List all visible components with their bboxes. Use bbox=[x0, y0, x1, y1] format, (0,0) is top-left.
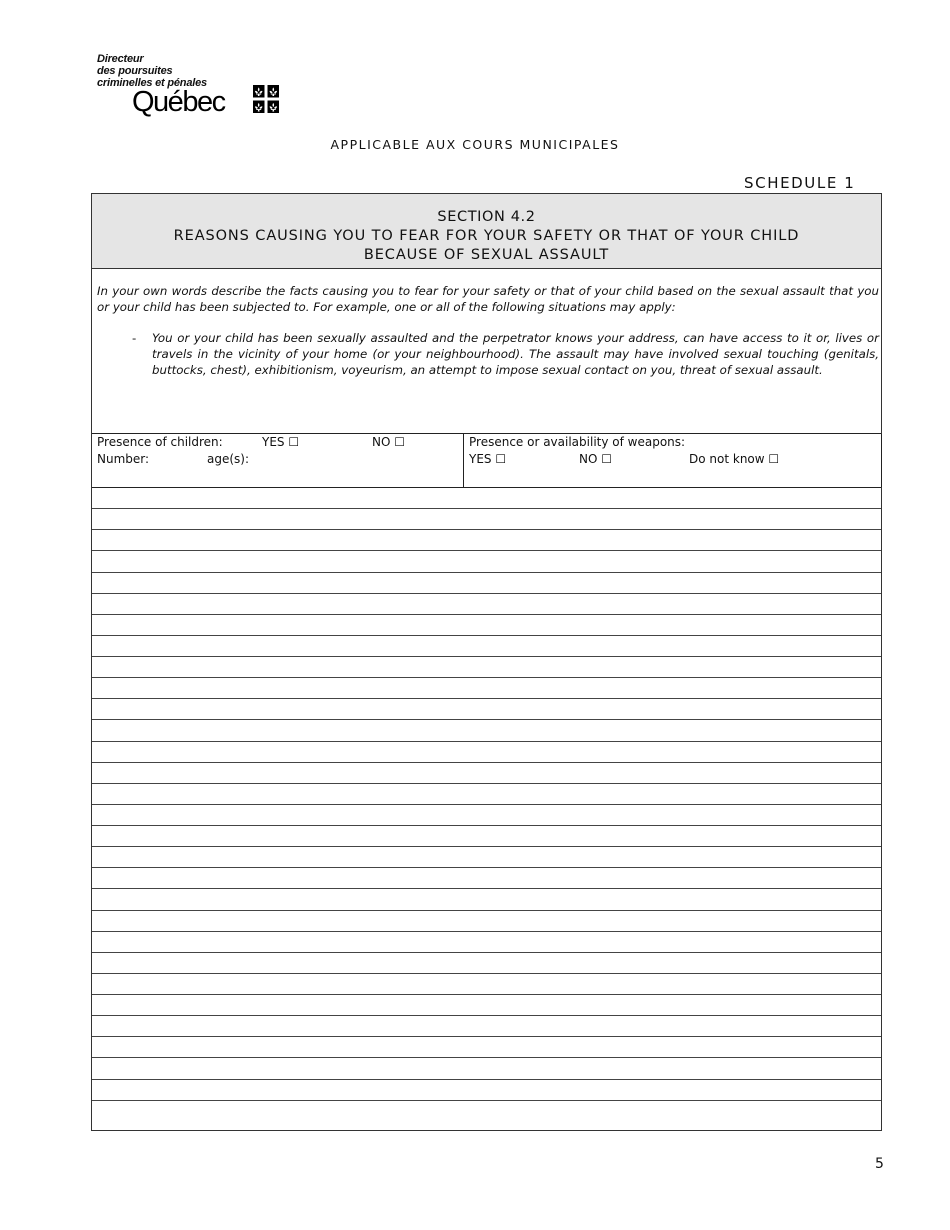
children-label: Presence of children: bbox=[97, 435, 223, 449]
answer-line[interactable] bbox=[92, 678, 881, 699]
section-title: SECTION 4.2 bbox=[437, 209, 536, 225]
schedule-label: SCHEDULE 1 bbox=[744, 174, 856, 192]
answer-line[interactable] bbox=[92, 911, 881, 932]
dpcp-quebec-logo bbox=[96, 53, 286, 121]
answer-line[interactable] bbox=[92, 594, 881, 615]
answer-line[interactable] bbox=[92, 889, 881, 910]
children-cell bbox=[92, 434, 464, 487]
answer-line[interactable] bbox=[92, 573, 881, 594]
answer-line[interactable] bbox=[92, 826, 881, 847]
answer-line[interactable] bbox=[92, 1058, 881, 1079]
answer-line[interactable] bbox=[92, 509, 881, 530]
answer-line[interactable] bbox=[92, 1101, 881, 1122]
answer-line[interactable] bbox=[92, 805, 881, 826]
section-subtitle-line-1: REASONS CAUSING YOU TO FEAR FOR YOUR SAFETY OR THAT OF YOUR CHILD bbox=[173, 228, 800, 244]
logo-wordmark: Québec bbox=[132, 86, 225, 118]
logo-line-1: Directeur bbox=[97, 53, 144, 65]
children-ages-label: age(s): bbox=[207, 452, 250, 466]
bullet-text: You or your child has been sexually assaulted and the perpetrator knows your address, can have access to it or, lives or travels in the vicinity of your home (or your neighbourhood). The assault may have involved sexual touching (genitals, buttocks, chest), exhibitionism, voyeurism, an attempt to impose sexual contact on you, threat of sexual assault. bbox=[152, 331, 879, 377]
answer-line[interactable] bbox=[92, 615, 881, 636]
answer-line[interactable] bbox=[92, 784, 881, 805]
weapons-label: Presence or availability of weapons: bbox=[469, 435, 686, 449]
answer-line[interactable] bbox=[92, 1037, 881, 1058]
logo-line-3: criminelles et pénales bbox=[97, 77, 207, 89]
answer-line[interactable] bbox=[92, 742, 881, 763]
answer-line[interactable] bbox=[92, 847, 881, 868]
answer-line[interactable] bbox=[92, 1080, 881, 1101]
answer-line[interactable] bbox=[92, 763, 881, 784]
children-number-label: Number: bbox=[97, 452, 150, 466]
answer-line[interactable] bbox=[92, 974, 881, 995]
instructions-intro: In your own words describe the facts causing you to fear for your safety or that of your child based on the sexual assault that you or your child has been subjected to. For example, one or all of the following situations may apply: bbox=[97, 284, 879, 314]
instructions-bullet bbox=[132, 330, 879, 378]
answer-line[interactable] bbox=[92, 657, 881, 678]
answer-line[interactable] bbox=[92, 530, 881, 551]
children-no-checkbox[interactable]: NO ☐ bbox=[372, 435, 405, 449]
info-row bbox=[92, 433, 881, 488]
weapons-unknown-checkbox[interactable]: Do not know ☐ bbox=[689, 452, 780, 466]
children-yes-checkbox[interactable]: YES ☐ bbox=[262, 435, 300, 449]
answer-line[interactable] bbox=[92, 699, 881, 720]
weapons-cell bbox=[464, 434, 882, 487]
answer-line[interactable] bbox=[92, 636, 881, 657]
bullet-marker: - bbox=[132, 331, 137, 345]
applicable-courts-heading: APPLICABLE AUX COURS MUNICIPALES bbox=[330, 137, 620, 152]
answer-line[interactable] bbox=[92, 995, 881, 1016]
answer-line[interactable] bbox=[92, 932, 881, 953]
weapons-yes-checkbox[interactable]: YES ☐ bbox=[469, 452, 507, 466]
answer-lines bbox=[92, 488, 881, 1122]
weapons-no-checkbox[interactable]: NO ☐ bbox=[579, 452, 612, 466]
section-form bbox=[91, 193, 882, 1131]
logo-line-2: des poursuites bbox=[97, 65, 173, 77]
fleurdelise-flag-icon bbox=[253, 85, 279, 113]
answer-line[interactable] bbox=[92, 868, 881, 889]
answer-line[interactable] bbox=[92, 720, 881, 741]
section-header bbox=[92, 194, 881, 269]
page-number: 5 bbox=[875, 1156, 884, 1172]
answer-line[interactable] bbox=[92, 1016, 881, 1037]
answer-line[interactable] bbox=[92, 488, 881, 509]
answer-line[interactable] bbox=[92, 953, 881, 974]
section-subtitle-line-2: BECAUSE OF SEXUAL ASSAULT bbox=[363, 247, 610, 263]
answer-line[interactable] bbox=[92, 551, 881, 572]
